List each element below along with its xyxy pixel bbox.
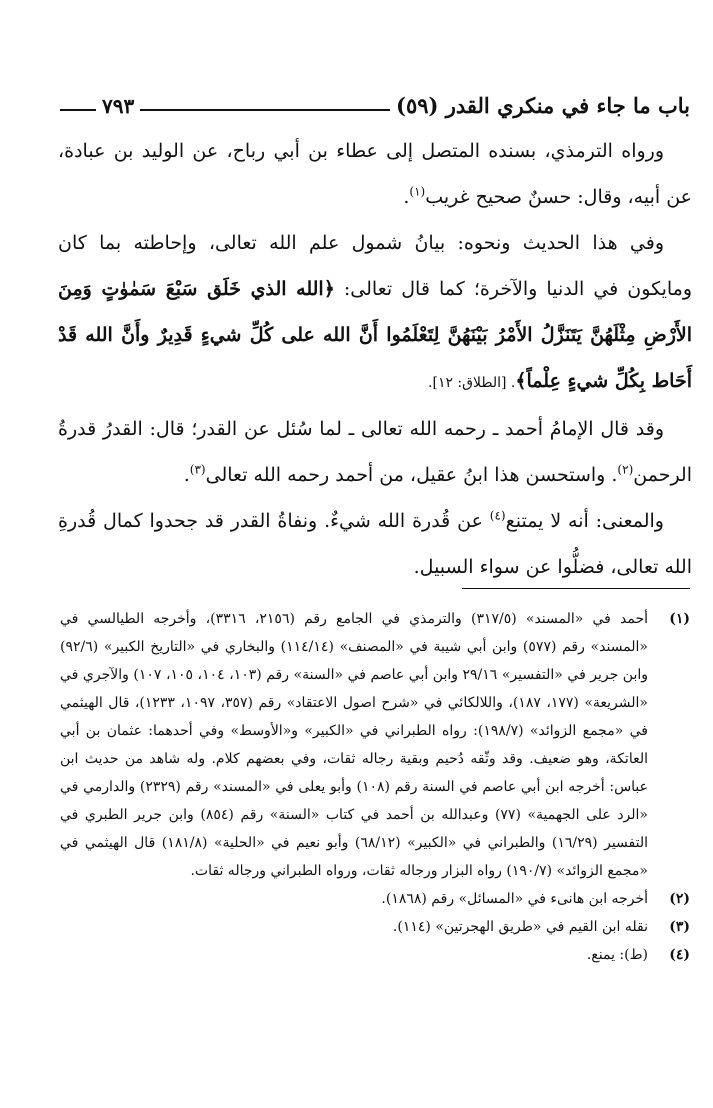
header-rule: [140, 109, 390, 111]
footnote-ref-2: (٢): [617, 462, 634, 477]
footnote-number: (١): [669, 611, 690, 627]
footnote-ref-3: (٣): [189, 462, 206, 477]
paragraph-4-text-b: عن قُدرة الله شيءٌ. ونفاةُ القدر قد جحدوا كمال قُدرةِ الله تعالى، فضلُّوا عن سواء السبيل.: [58, 510, 692, 578]
footnote-number: (٤): [669, 947, 690, 963]
running-header: [60, 84, 690, 118]
footnote-1: [60, 605, 690, 885]
verse-citation: . [الطلاق: ١٢].: [428, 375, 516, 391]
footnote-3: [60, 913, 690, 941]
footnote-text: (ط): يمنع.: [586, 947, 648, 963]
footnote-number: (٢): [669, 891, 690, 907]
paragraph-2: [58, 220, 692, 406]
quran-verse: ﴿الله الذي خَلَق سَبْعَ سَمٰوٰتٍ وَمِنَ الأَرْضِ مِثْلَهُنَّ يَتَنَزَّلُ الأَمْرُ بَيْنَهُنَّ لِتَعْلَمُوا أَنَّ الله على كُلِّ شيءٍ قَدِيرٌ وأَنَّ الله قَدْ أَحَاط بِكُلِّ شيءٍ عِلْماً﴾: [58, 278, 692, 392]
chapter-title: باب ما جاء في منكري القدر (٥٩): [396, 93, 690, 118]
header-rule-tail: [60, 109, 96, 111]
paragraph-2-intro: وفي هذا الحديث ونحوه: بيانُ شمول علم الله تعالى، وإحاطته بما كان ومايكون في الدنيا والآخرة؛ كما قال تعالى:: [58, 232, 692, 300]
footnote-text: أحمد في «المسند» (٣١٧/٥) والترمذي في الجامع رقم (٢١٥٦، ٣٣١٦)، وأخرجه الطيالسي في «المسند» رقم (٥٧٧) وابن أبي شيبة في «المصنف» (١١٤/١٤) والبخاري في «التاريخ الكبير» (٩٢/٦) وابن جرير في «التفسير» ٢٩/١٦ وابن أبي عاصم في «السنة» رقم (١٠٣، ١٠٤، ١٠٥، ١٠٧) والآجري في «الشريعة» (١٧٧، ١٨٧)، واللالكائي في «شرح اصول الاعتقاد» رقم (٣٥٧، ١٠٩٧، ١٢٣٣)، قال الهيثمي في «مجمع الزوائد» (١٩٨/٧): رواه الطبراني في «الكبير» و«الأوسط» وفي أحدهما: عثمان بن أبي العاتكة، وهو ضعيف. وقد وثّقه دُحيم وبقية رجاله ثقات، وفي بعضهم كلام. وله شاهد من حديث ابن عباس: أخرجه ابن أبي عاصم في السنة رقم (١٠٨) وأبو يعلى في «المسند» رقم (٢٣٢٩) والدارمي في «الرد على الجهمية» (٧٧) وعبدالله بن أحمد في كتاب «السنة» رقم (٨٥٤) وابن جرير الطبري في التفسير (١٦/٢٩) والطبراني في «الكبير» (٦٨/١٢) وأبو نعيم في «الحلية» (١٨١/٨) قال الهيثمي في «مجمع الزوائد» (١٩٠/٧) رواه البزار ورجاله ثقات، ورواه الطبراني ورجاله ثقات.: [60, 611, 649, 879]
paragraph-3-end: .: [183, 464, 190, 486]
paragraph-3-text-b: . واستحسن هذا ابنُ عقيل، من أحمد رحمه الله تعالى: [205, 464, 618, 486]
paragraph-1: [58, 128, 692, 220]
footnote-ref-4: (٤): [489, 508, 506, 523]
paragraph-3: [58, 406, 692, 498]
paragraph-4-text-a: والمعنى: أنه لا يمتنع: [505, 510, 664, 532]
footnote-text: نقله ابن القيم في «طريق الهجرتين» (١١٤).: [392, 919, 648, 935]
footnote-ref-1: (١): [409, 184, 426, 199]
paragraph-1-text: ورواه الترمذي، بسنده المتصل إلى عطاء بن أبي رباح، عن الوليد بن عبادة، عن أبيه، وقال: حسنٌ صحيح غريب: [58, 140, 692, 208]
footnote-4: [60, 941, 690, 969]
paragraph-4: [58, 498, 692, 590]
footnote-number: (٣): [669, 919, 690, 935]
paragraph-1-end: .: [403, 186, 410, 208]
footnotes: [60, 605, 690, 969]
footnote-separator: [462, 588, 690, 589]
page-number: ٧٩٣: [102, 94, 135, 118]
main-text: [58, 128, 692, 590]
footnote-2: [60, 885, 690, 913]
paragraph-3-text-a: وقد قال الإمامُ أحمد ـ رحمه الله تعالى ـ لما سُئل عن القدر؛ قال: القدرُ قدرةُ الرحمن: [58, 418, 692, 486]
footnote-text: أخرجه ابن هانىء في «المسائل» رقم (١٨٦٨).: [381, 891, 648, 907]
